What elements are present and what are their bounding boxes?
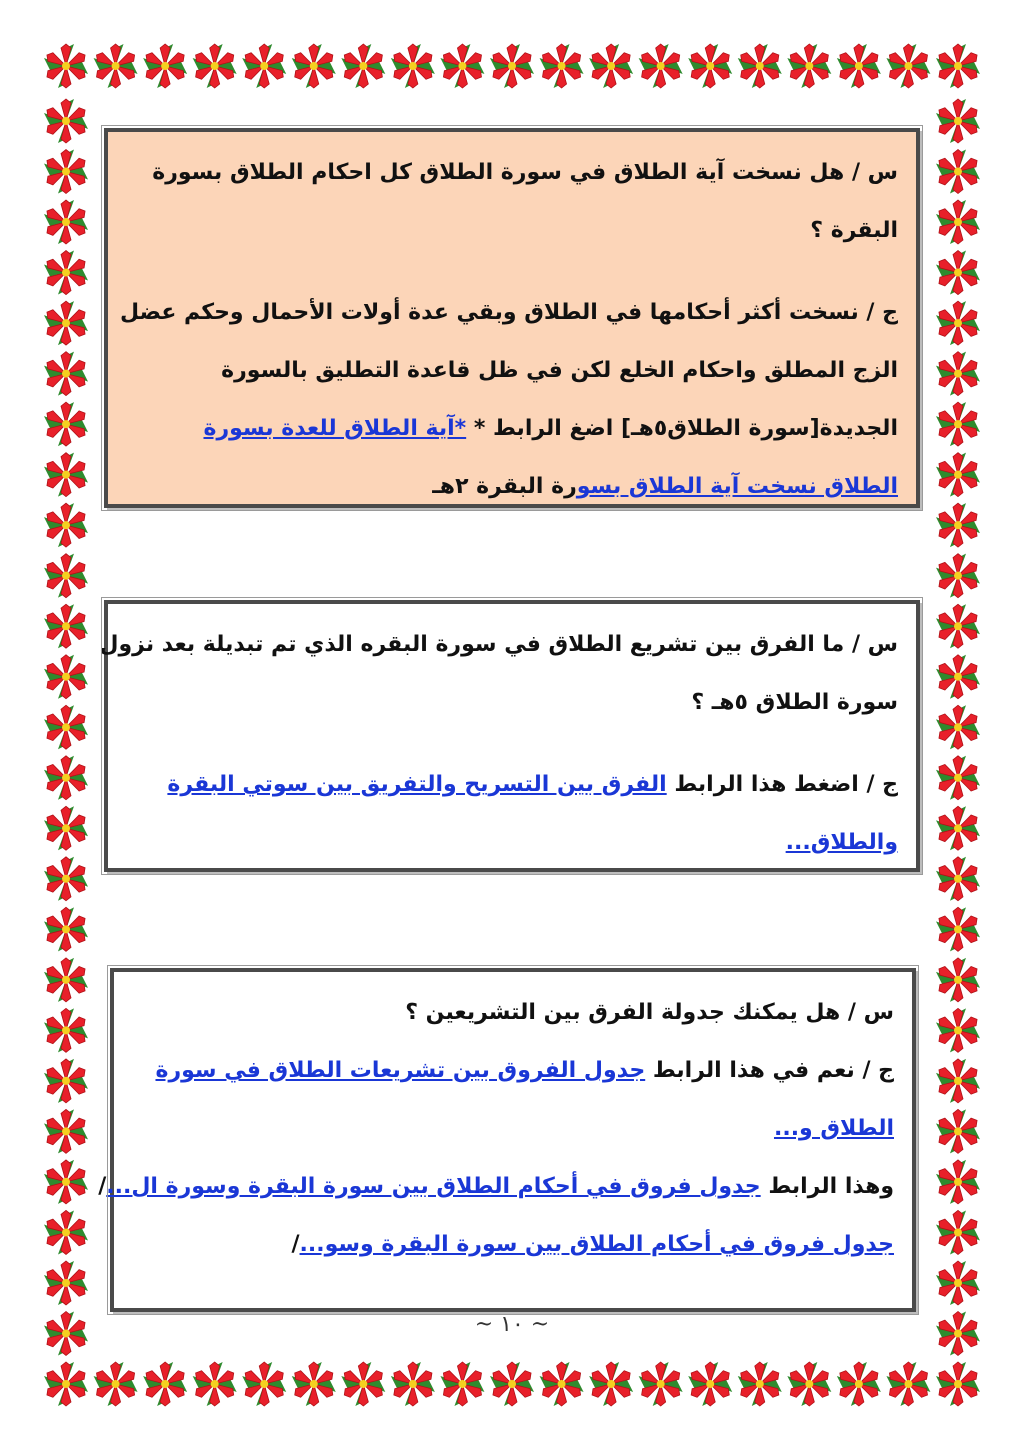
link-tasreeh-tafreeq-cont[interactable]: والطلاق... (785, 830, 898, 855)
poinsettia-icon (44, 453, 88, 497)
poinsettia-icon (936, 1109, 980, 1153)
poinsettia-icon (44, 301, 88, 345)
link-furooq-table-1[interactable]: جدول فروق في أحكام الطلاق بين سورة البقرة وسورة ال... (106, 1174, 761, 1199)
poinsettia-icon (143, 1362, 187, 1406)
poinsettia-icon (292, 44, 336, 88)
poinsettia-icon (936, 1210, 980, 1254)
poinsettia-icon (94, 1362, 138, 1406)
poinsettia-icon (44, 1362, 88, 1406)
poinsettia-icon (936, 1311, 980, 1355)
poinsettia-icon (292, 1362, 336, 1406)
poinsettia-icon (440, 44, 484, 88)
poinsettia-icon (341, 44, 385, 88)
answer-2-line-1 (126, 756, 898, 814)
poinsettia-icon (44, 705, 88, 749)
poinsettia-icon (44, 857, 88, 901)
poinsettia-icon (44, 402, 88, 446)
answer-1-line-3-text: الجديدة[سورة الطلاق٥هـ] اضغ الرابط * (466, 416, 898, 441)
poinsettia-icon (936, 352, 980, 396)
link-tashriat-table-cont[interactable]: الطلاق و... (773, 1116, 894, 1141)
poinsettia-icon (936, 604, 980, 648)
slash-2: / (291, 1232, 300, 1257)
answer-2-line-2 (126, 814, 898, 872)
link-tasreeh-tafreeq[interactable]: الفرق بين التسريح والتفريق بين سوتي البقرة (167, 772, 667, 797)
poinsettia-icon (886, 1362, 930, 1406)
slash-1: / (98, 1174, 107, 1199)
poinsettia-icon (44, 1311, 88, 1355)
question-box-3 (98, 968, 916, 1312)
poinsettia-icon (936, 251, 980, 295)
poinsettia-icon (936, 200, 980, 244)
poinsettia-icon (44, 200, 88, 244)
poinsettia-icon (391, 1362, 435, 1406)
answer-3-line-3-text: وهذا الرابط (760, 1174, 894, 1199)
answer-1-line-1: ج / نسخت أكثر أحكامها في الطلاق وبقي عدة أولات الأحمال وحكم عضل (120, 300, 898, 325)
poinsettia-icon (440, 1362, 484, 1406)
poinsettia-icon (540, 1362, 584, 1406)
poinsettia-icon (44, 604, 88, 648)
poinsettia-icon (837, 44, 881, 88)
link-tashriat-table[interactable]: جدول الفروق بين تشريعات الطلاق في سورة (155, 1058, 646, 1083)
poinsettia-icon (242, 1362, 286, 1406)
poinsettia-icon (391, 44, 435, 88)
poinsettia-icon (44, 958, 88, 1002)
poinsettia-icon (143, 44, 187, 88)
poinsettia-icon (44, 1008, 88, 1052)
poinsettia-icon (936, 857, 980, 901)
link-talaq-naskh[interactable]: الطلاق نسخت آية الطلاق بسو (576, 474, 898, 499)
poinsettia-icon (738, 1362, 782, 1406)
answer-3-line-3 (98, 1158, 894, 1216)
answer-3-line-2 (132, 1100, 894, 1158)
poinsettia-icon (94, 44, 138, 88)
poinsettia-icon (936, 402, 980, 446)
poinsettia-icon (936, 99, 980, 143)
answer-1-line-4-text: رة البقرة ٢هـ (432, 474, 577, 499)
poinsettia-icon (44, 503, 88, 547)
poinsettia-icon (193, 1362, 237, 1406)
poinsettia-icon (44, 907, 88, 951)
poinsettia-icon (540, 44, 584, 88)
poinsettia-icon (639, 1362, 683, 1406)
poinsettia-icon (837, 1362, 881, 1406)
poinsettia-icon (341, 1362, 385, 1406)
link-talaq-iddah[interactable]: *آية الطلاق للعدة بسورة (203, 416, 467, 441)
question-2-line-2: سورة الطلاق ٥هـ ؟ (691, 690, 898, 715)
question-box-2 (99, 600, 920, 872)
poinsettia-icon (44, 655, 88, 699)
poinsettia-icon (44, 1261, 88, 1305)
poinsettia-icon (936, 453, 980, 497)
poinsettia-icon (936, 655, 980, 699)
poinsettia-icon (44, 806, 88, 850)
answer-1-line-4 (126, 458, 898, 516)
question-1-line-2: البقرة ؟ (810, 218, 898, 243)
poinsettia-icon (193, 44, 237, 88)
answer-3-line-4 (132, 1216, 894, 1274)
poinsettia-icon (44, 756, 88, 800)
answer-3-line-1-text: ج / نعم في هذا الرابط (645, 1058, 894, 1083)
poinsettia-icon (242, 44, 286, 88)
poinsettia-icon (936, 705, 980, 749)
poinsettia-icon (936, 1362, 980, 1406)
poinsettia-icon (44, 554, 88, 598)
poinsettia-icon (936, 1160, 980, 1204)
poinsettia-icon (44, 1059, 88, 1103)
question-1-line-1: س / هل نسخت آية الطلاق في سورة الطلاق كل احكام الطلاق بسورة (152, 160, 898, 185)
poinsettia-icon (787, 1362, 831, 1406)
poinsettia-icon (936, 503, 980, 547)
poinsettia-icon (936, 756, 980, 800)
poinsettia-icon (936, 907, 980, 951)
poinsettia-icon (688, 1362, 732, 1406)
poinsettia-icon (936, 806, 980, 850)
poinsettia-icon (936, 1261, 980, 1305)
poinsettia-icon (936, 1059, 980, 1103)
answer-3-line-1 (132, 1042, 894, 1100)
poinsettia-icon (936, 958, 980, 1002)
answer-1-line-3 (126, 400, 898, 458)
poinsettia-icon (44, 99, 88, 143)
poinsettia-icon (936, 150, 980, 194)
poinsettia-icon (44, 352, 88, 396)
question-3-line-1: س / هل يمكنك جدولة الفرق بين التشريعين ؟ (405, 1000, 894, 1025)
poinsettia-icon (936, 554, 980, 598)
poinsettia-icon (936, 44, 980, 88)
poinsettia-icon (44, 251, 88, 295)
poinsettia-icon (936, 301, 980, 345)
poinsettia-icon (886, 44, 930, 88)
question-box-1 (104, 128, 920, 508)
poinsettia-icon (787, 44, 831, 88)
poinsettia-icon (589, 44, 633, 88)
poinsettia-icon (490, 1362, 534, 1406)
question-2-line-1: س / ما الفرق بين تشريع الطلاق في سورة البقره الذي تم تبديلة بعد نزول (99, 632, 898, 657)
poinsettia-icon (490, 44, 534, 88)
poinsettia-icon (44, 1109, 88, 1153)
poinsettia-icon (738, 44, 782, 88)
poinsettia-icon (589, 1362, 633, 1406)
poinsettia-icon (44, 1160, 88, 1204)
answer-2-line-1-text: ج / اضغط هذا الرابط (666, 772, 898, 797)
answer-1-line-2: الزج المطلق واحكام الخلع لكن في ظل قاعدة التطليق بالسورة (221, 358, 898, 383)
poinsettia-icon (688, 44, 732, 88)
page-number: ~ ١٠ ~ (474, 1312, 550, 1337)
link-furooq-table-2[interactable]: جدول فروق في أحكام الطلاق بين سورة البقرة وسو... (299, 1232, 894, 1257)
poinsettia-icon (44, 1210, 88, 1254)
poinsettia-icon (44, 44, 88, 88)
poinsettia-icon (44, 150, 88, 194)
poinsettia-icon (936, 1008, 980, 1052)
poinsettia-icon (639, 44, 683, 88)
